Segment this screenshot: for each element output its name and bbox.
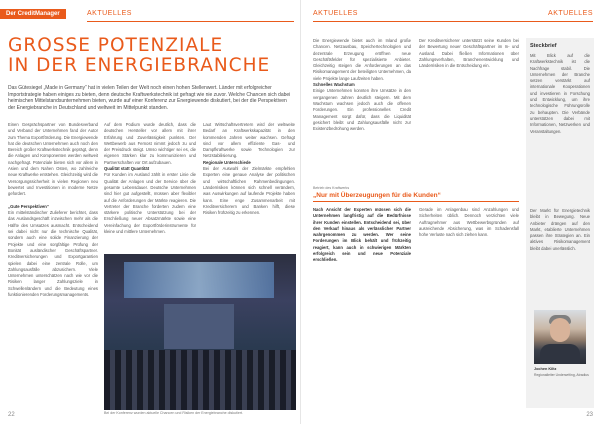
section-label: AKTUELLES [87, 10, 132, 17]
body-text: Für Kunden im Ausland zählt in erster Linie die Qualität der Anlagen und der Service über die gesamte Lebensdauer. Deutsche Unternehmen sind hier gut aufgestellt, müssen aber flexibler auf die Anforderungen der Märkte reagieren. Die Vertreter der Branche forderten zudem eine stärkere politische Unterstützung bei der Erschließung neuer Absatzmärkte sowie eine Vereinfachung der Exportförderinstrumente für kleine und mittlere Unternehmen. [104, 172, 196, 235]
page-number: 23 [586, 412, 593, 418]
sidebar-text-2: Der Markt für Energietechnik bleibt in Bewegung. Neue Anbieter drängen auf den Markt, etablierte Unternehmen passen ihre Strategien an. Ein aktives Risikomanagement bleibt dabei unerlässlich. [530, 208, 590, 251]
pull-quote: „Nur mit Überzeugungen für die Kunden“ [313, 192, 441, 199]
body-text: Bei der Auswahl der Zielmärkte empfehlen Experten eine genaue Analyse der politischen und wirtschaftlichen Rahmenbedingungen. Länderrisiken können sich schnell verändern, was Auswirkungen auf laufende Projekte haben kann. Eine enge Zusammenarbeit mit Kreditversicherern und Banken hilft, diese Risiken frühzeitig zu erkennen. [203, 166, 295, 216]
body-text: Laut Wirtschaftsvertretern wird der weltweite Bedarf an Kraftwerkskapazität in den kommenden Jahren weiter wachsen. Gefragt sind vor allem effiziente Gas- und Dampfkraftwerke sowie Technologien zur Netzstabilisierung. [203, 122, 295, 159]
section-label: AKTUELLES [313, 10, 358, 17]
stage [164, 304, 234, 349]
right-column-1 [313, 38, 411, 183]
body-text: Einen Gesprächspartner von Bundesverband und Verband der Unternehmen fand der Autor zum Thema Exportförderung. Die Energiewende hat die deutschen Unternehmen auch noch den Bereich großer Kraftwerkstechnik geprägt, denn die Anlagen und Komponenten werden weltweit nachgefragt. Potenziale bieten sich vor allem in Asien und dem Nahen Osten, wo zahlreiche neue Kraftwerke entstehen. Gleichzeitig wird die Versorgungssicherheit in vielen Regionen neu bewertet und Investitionen in moderne Netze gefordert. [8, 122, 98, 197]
sidebar-text: Mit Blick auf die Kraftwerkstechnik ist die Nachfrage stabil. Die Unternehmen der Branche setzen verstärkt auf internationale Kooperationen und investieren in Forschung und Entwicklung, um ihre technologische Führungsrolle zu behaupten. Die Verbände unterstützen dabei mit Informationen, Netzwerken und Veranstaltungen. [530, 53, 590, 134]
stage-screen [124, 262, 274, 298]
section-label-right: AKTUELLES [548, 10, 593, 17]
title-line-1: GROSSE POTENZIALE [8, 35, 224, 56]
page-number: 22 [8, 412, 15, 418]
header-rule [313, 21, 593, 22]
person-portrait [534, 310, 586, 364]
subhead: Qualität statt Quantität [104, 166, 150, 172]
body-text: Einige Unternehmen konnten ihre Umsätze in den vergangenen Jahren deutlich steigern. Mit dem Wachstum wachsen jedoch auch die offenen Forderungen. Ein professionelles Credit Management sorgt dafür, dass die Liquidität gesichert bleibt und Zahlungsausfälle nicht zur Existenzbedrohung werden. [313, 88, 411, 132]
left-column-1 [8, 122, 98, 412]
subhead: Regionale Unterschiede [203, 159, 251, 165]
title-line-2: IN DER ENERGIEBRANCHE [8, 55, 271, 76]
conference-photo [104, 254, 296, 410]
person-role: Regionalleiter Underwriting, Atradius [534, 373, 589, 377]
body-text: Der Kreditversicherer unterstützt seine Kunden bei der Bewertung neuer Geschäftspartner im In- und Ausland. Dabei fließen Informationen über Zahlungsverhalten, Branchenentwicklung und Länderrisiken in die Entscheidung ein. [419, 38, 519, 69]
magazine-tag: Der CreditManager [0, 9, 66, 19]
quote-label: Betrieb des Kraftwerks [313, 186, 350, 190]
portrait-face [550, 318, 570, 342]
body-text: Die Energiewende bietet auch im Inland große Chancen. Netzausbau, Speichertechnologien und dezentrale Erzeugung eröffnen neue Geschäftsfelder für spezialisierte Anbieter. Gleichzeitig steigen die Anforderungen an das Risikomanagement der beteiligten Unternehmen, da viele Projekte lange Laufzeiten haben. [313, 38, 411, 81]
subhead: „Gute Perspektiven“ [8, 203, 49, 209]
body-text: Gerade im Anlagenbau sind Anzahlungen und Sicherheiten üblich. Dennoch verzichten viele Auftragnehmer aus Wettbewerbsgründen auf ausreichende Absicherung, was im Schadensfall hohe Verluste nach sich ziehen kann. [419, 207, 519, 238]
left-column-3 [203, 122, 295, 250]
right-column-4 [419, 207, 519, 407]
article-lead: Das Gütesiegel „Made in Germany“ hat in vielen Teilen der Welt noch einen hohen Stellenwert. Länder mit erfolgreicher Importstrategie haben einiges zu bieten, denn deutsche Kraftwerkstechnik ist gefragt wie nie zuvor. Welche Chancen sich dabei heimischen Mittelstandsunternehmen bieten, wurde auf einer Konferenz zur Energiewende diskutiert, bei der die Perspektiven der Energiebranche in Deutschland und weltweit im Mittelpunkt standen. [8, 85, 291, 111]
photo-caption: Bei der Konferenz wurden aktuelle Chancen und Risiken der Energiebranche diskutiert. [104, 411, 244, 415]
body-text: Auf dem Podium wurde deutlich, dass die deutschen Hersteller vor allem mit ihrer Erfahrung und Zuverlässigkeit punkten. Der Wettbewerb aus Fernost nimmt jedoch zu und der Preisdruck steigt. Umso wichtiger sei es, die eigenen Stärken klar zu kommunizieren und Partnerschaften vor Ort aufzubauen. [104, 122, 196, 165]
right-column-2 [419, 38, 519, 183]
portrait-body [540, 344, 580, 364]
right-page [300, 0, 600, 424]
body-text: Nach Ansicht der Experten müssen sich die Unternehmen langfristig auf die Bedürfnisse ihrer Kunden einstellen. Entscheidend sei, über den Verkauf hinaus als verlässlicher Partner wahrgenommen zu werden. Wer seine Forderungen im Blick behält und frühzeitig reagiert, kann auch in schwierigen Märkten erfolgreich sein und neue Potenziale erschließen. [313, 207, 411, 263]
header-rule [87, 21, 294, 22]
article-title [8, 36, 270, 76]
quote-rule [313, 201, 519, 202]
body-text: Ein mittelständischer Zulieferer berichtet, dass das Auslandsgeschäft inzwischen mehr als die Hälfte des Umsatzes ausmacht. Entscheidend sei dabei nicht nur die technische Qualität, sondern auch eine solide Finanzierung der Projekte und eine sorgfältige Prüfung der Bonität ausländischer Geschäftspartner. Kreditversicherungen und Exportgarantien spielen dabei eine zentrale Rolle, um Zahlungsausfälle abzusichern. Viele Unternehmen unterschätzen nach wie vor die Risiken langer Zahlungsziele in Schwellenländern und die Bedeutung eines funktionierenden Forderungsmanagements. [8, 210, 98, 298]
subhead: Schnelles Wachstum [313, 82, 355, 88]
person-name: Jochen Kiltz [534, 367, 557, 371]
audience [104, 350, 296, 410]
right-column-3 [313, 207, 411, 407]
sidebar-title: Steckbrief [530, 43, 557, 49]
left-column-2 [104, 122, 196, 250]
